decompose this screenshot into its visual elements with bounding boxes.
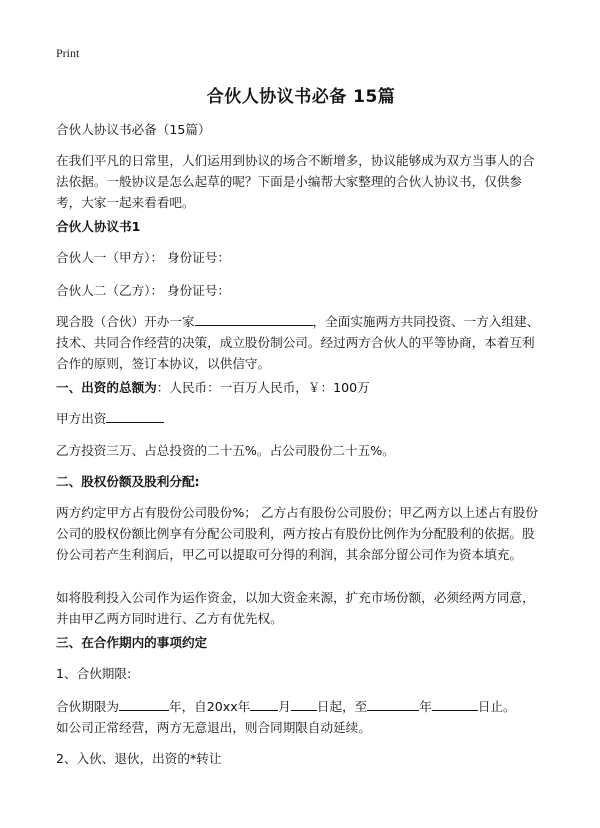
sub2-line: 2、入伙、退伙，出资的*转让	[56, 751, 222, 766]
party-a-invest-blank	[106, 409, 164, 423]
item1-heading: 一、出资的总额为	[56, 380, 157, 395]
setup-paragraph	[56, 311, 546, 374]
term-continuation: 如公司正常经营，两方无意退出，则合同期限自动延续。	[56, 720, 371, 735]
sub1-line: 1、合伙期限:	[56, 666, 132, 681]
start-day-blank	[291, 697, 317, 711]
term-text-5: 年	[419, 699, 432, 714]
party-b-line: 合伙人二（乙方）： 身份证号：	[56, 283, 231, 298]
setup-text-pre: 现合股（合伙）开办一家	[56, 314, 195, 329]
party-a-invest-label: 甲方出资	[56, 411, 107, 426]
print-link[interactable]: Print	[56, 46, 80, 60]
term-text-6: 日止。	[477, 699, 516, 714]
item1-rest: ：人民币：一百万人民币，￥：100万	[156, 380, 370, 395]
item2-heading: 二、股权份额及股利分配:	[56, 474, 200, 489]
item3-heading: 三、在合作期内的事项约定	[56, 635, 208, 650]
term-text-1: 合伙期限为	[56, 699, 119, 714]
term-text-4: 日起，至	[316, 699, 368, 714]
party-b-invest-line: 乙方投资三万、占总投资的二十五%。占公司股份二十五%。	[56, 443, 395, 458]
page-title: 合伙人协议书必备 15篇	[206, 87, 396, 107]
start-month-blank	[250, 697, 278, 711]
shares-paragraph: 两方约定甲方占有股份公司股份%； 乙方占有股份公司股份；甲乙两方以上述占有股份公司的股权份额比例享有分配公司股利，两方按占有股份比例作为分配股利的依据。股份公司若产生利润后，甲乙可以提取可分得的利润，其余部分留公司作为资本填充。	[56, 505, 538, 562]
end-day-blank	[432, 697, 478, 711]
invest-paragraph: 如将股利投入公司作为运作资金，以加大资金来源，扩充市场份额，必须经两方同意，并由甲乙两方同时进行、乙方有优先权。	[56, 590, 535, 626]
section-heading: 合伙人协议书1	[56, 219, 141, 234]
party-a-invest-line	[56, 408, 546, 429]
term-line	[56, 696, 546, 717]
party-a-line: 合伙人一（甲方）： 身份证号：	[56, 250, 231, 265]
term-years-blank	[119, 697, 169, 711]
term-text-3: 月	[278, 699, 291, 714]
company-name-blank	[195, 312, 313, 326]
term-text-2: 年，自20xx年	[168, 699, 251, 714]
setup-text-post: ，全面实施两方共同投资、一方入组建、技术、共同合作经营的决策，成立股份制公司。经过两方合伙人的平等协商，本着互利合作的原则，签订本协议，以供信守。	[56, 314, 540, 371]
document-subtitle: 合伙人协议书必备（15篇）	[56, 122, 211, 137]
end-year-blank	[367, 697, 419, 711]
intro-paragraph: 在我们平凡的日常里，人们运用到协议的场合不断增多，协议能够成为双方当事人的合法依据。一般协议是怎么起草的呢？下面是小编帮大家整理的合伙人协议书，仅供参考，大家一起来看看吧。	[56, 153, 535, 210]
item1-line	[56, 377, 546, 398]
